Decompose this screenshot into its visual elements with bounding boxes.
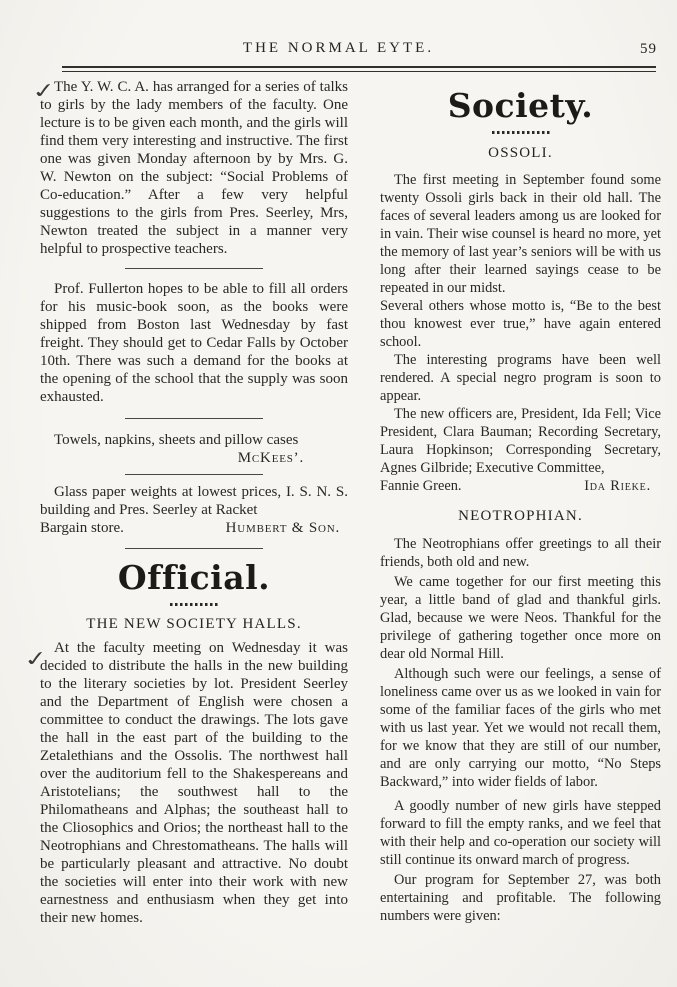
paragraph-society-halls: At the faculty meeting on Wednesday it was decided to distribute the halls in the new building to the literary societies by lot. President Seerley and the Department of English were chosen a committee to conduct the drawings. The lots gave the hall in the east part of the building to the Zetalethians and the Ossolis. The northwest hall over the auditorium fell to the Shakespereans and Aristotelians; the southwest hall to the Philomatheans and Alphas; the southeast hall to the Cliosophics and Orios; the northeast hall to the Neotrophians and Chrestomatheans. The halls will be particularly pleasant and attractive. No doubt the societies will enter into their work with new earnestness and enthusiasm when they get into their new homes. — [40, 640, 348, 926]
section-divider — [125, 474, 263, 475]
ossoli-officers-block — [380, 405, 661, 495]
ossoli-heading: OSSOLI. — [488, 145, 553, 161]
society-section-heading: Society. — [447, 86, 594, 125]
advert-humbert-signature: Humbert & Son. — [225, 520, 340, 536]
right-column — [380, 86, 661, 925]
header-double-rule — [62, 66, 656, 72]
heading-ornament — [170, 603, 218, 606]
section-divider — [125, 548, 263, 549]
officers-signature: Ida Rieke. — [584, 478, 651, 494]
advert-mckees-text: Towels, napkins, sheets and pillow cases — [54, 432, 299, 448]
left-column — [40, 78, 348, 927]
paragraph-neotrophian-3: Although such were our feelings, a sense of loneliness came over us as we looked in vain for some of the familiar faces of the girls who met with us last year. Yet we would not recall them, for we know that they are still of our number, and are only carrying our motto, “No Steps Backward,” into wider fields of labor. — [380, 666, 661, 790]
heading-ornament — [492, 131, 550, 134]
paragraph-ossoli-1: The first meeting in September found some twenty Ossoli girls back in their old hall. The faces of several leaders among us are looked for in vain. Their wise counsel is heard no more, yet the memory of last year’s seniors will be with us long after their learned sayings cease to be repeated in our midst. — [380, 172, 661, 296]
advert-mckees-signature: McKees’. — [237, 450, 304, 466]
new-society-halls-heading: THE NEW SOCIETY HALLS. — [86, 616, 302, 632]
section-divider — [125, 418, 263, 419]
paragraph-ossoli-2: Several others whose motto is, “Be to the best thou knowest ever true,” have again entered school. — [380, 298, 661, 350]
advert-mckees — [40, 431, 348, 467]
officers-left: Fannie Green. — [380, 478, 462, 494]
officers-signature-line — [380, 477, 661, 495]
page-number: 59 — [640, 41, 657, 57]
page-header-title: THE NORMAL EYTE. — [242, 40, 435, 56]
neotrophian-heading: NEOTROPHIAN. — [458, 508, 583, 524]
paragraph-ossoli-officers: The new officers are, President, Ida Fell; Vice President, Clara Bauman; Recording Secretary, Laura Hopkinson; Corresponding Secretary, Agnes Gilbride; Executive Committee, — [380, 406, 661, 476]
advert-humbert-left: Bargain store. — [40, 520, 124, 536]
checkmark-icon: ✓ — [30, 78, 58, 104]
advert-humbert-signature-line — [40, 519, 348, 537]
paragraph-neotrophian-2: We came together for our first meeting this year, a little band of glad and thankful girls. Glad, because we were Neos. Thankful for the privilege of gathering together once more on dear old Normal Hill. — [380, 574, 661, 662]
paragraph-ossoli-3: The interesting programs have been well rendered. A special negro program is soon to appear. — [380, 352, 661, 404]
paragraph-neotrophian-5: Our program for September 27, was both entertaining and profitable. The following numbers were given: — [380, 872, 661, 924]
paragraph-ywca-talks: The Y. W. C. A. has arranged for a series of talks to girls by the lady members of the faculty. One lecture is to be given each month, and the girls will find them very interesting and instructive. The first one was given Monday afternoon by by Mrs. G. W. Newton on the subject: “Social Problems of Co-education.” After a few very helpful suggestions to the girls from Pres. Seerley, Mrs, Newton treated the subject in a manner very helpful to prospective teachers. — [40, 79, 348, 257]
section-divider — [125, 268, 263, 269]
paragraph-neotrophian-4: A goodly number of new girls have stepped forward to fill the empty ranks, and we feel that with their help and co-operation our society will still continue its onward march of progress. — [380, 798, 661, 868]
official-section-heading: Official. — [117, 558, 271, 597]
paragraph-fullerton-books: Prof. Fullerton hopes to be able to fill all orders for his music-book soon, as the books were shipped from Boston last Wednesday by fast freight. They should get to Cedar Falls by October 10th. There was such a demand for the books at the opening of the school that the supply was soon exhausted. — [40, 281, 348, 405]
paragraph-neotrophian-1: The Neotrophians offer greetings to all their friends, both old and new. — [380, 536, 661, 570]
advert-humbert — [40, 483, 348, 537]
checkmark-icon: ✓ — [22, 646, 50, 672]
advert-humbert-text: Glass paper weights at lowest prices, I. S. N. S. building and Pres. Seerley at Racket — [40, 484, 348, 518]
